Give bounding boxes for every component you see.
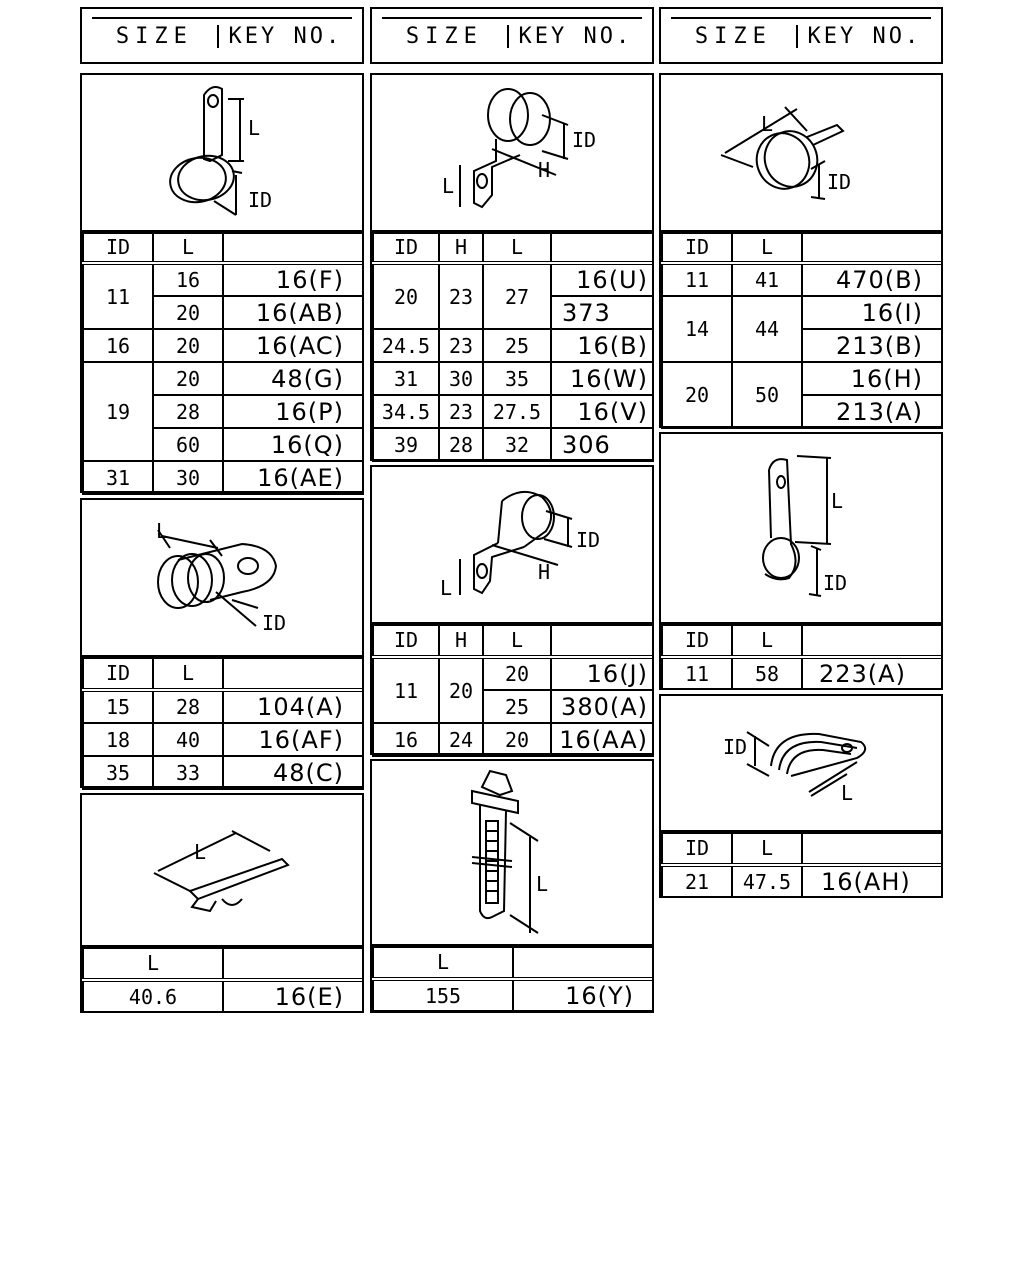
table-7 <box>661 230 943 429</box>
key-no-cell: 470(B) <box>802 263 942 296</box>
col-id: ID <box>83 231 153 263</box>
table-cell: 40 <box>153 723 223 756</box>
table-9 <box>661 830 943 898</box>
col-id: ID <box>373 231 439 263</box>
table-cell: 32 <box>483 428 551 461</box>
table-cell: 50 <box>732 362 802 428</box>
dim-id-label: ID <box>576 528 601 552</box>
key-no-cell: 373 <box>551 296 653 329</box>
table-cell: 16 <box>373 723 439 756</box>
clamp-panel-1 <box>80 73 364 493</box>
key-no-cell: 104(A) <box>223 690 363 723</box>
key-no-cell: 16(H) <box>802 362 942 395</box>
key-no-cell: 16(AB) <box>223 296 363 329</box>
offset-clamp-illustration <box>372 75 652 232</box>
table-cell: 16 <box>153 263 223 296</box>
key-no-cell: 380(A) <box>551 690 653 723</box>
table-cell: 20 <box>153 296 223 329</box>
key-no-cell: 16(W) <box>551 362 653 395</box>
clamp-illustration <box>82 75 362 232</box>
table-4 <box>372 230 654 462</box>
dim-l-label: L <box>831 489 844 513</box>
table-cell: 11 <box>662 657 732 689</box>
key-no-cell: 16(AC) <box>223 329 363 362</box>
key-no-cell: 48(C) <box>223 756 363 789</box>
table-cell: 15 <box>83 690 153 723</box>
table-cell: 23 <box>439 263 483 329</box>
table-cell: 28 <box>439 428 483 461</box>
table-cell: 18 <box>83 723 153 756</box>
col-l: L <box>732 831 802 865</box>
key-no-cell: 16(V) <box>551 395 653 428</box>
dim-id-label: ID <box>827 170 852 194</box>
table-cell: 20 <box>662 362 732 428</box>
col-l: L <box>83 946 223 980</box>
header-col3 <box>659 7 943 64</box>
key-no-cell: 16(Y) <box>513 979 653 1011</box>
dim-id-label: ID <box>262 611 287 635</box>
table-cell: 24 <box>439 723 483 756</box>
table-cell: 31 <box>83 461 153 494</box>
tie-panel-6 <box>370 759 654 1013</box>
clamp-figure-8 <box>661 434 941 626</box>
table-cell: 39 <box>373 428 439 461</box>
table-cell: 20 <box>373 263 439 329</box>
col-l: L <box>373 945 513 979</box>
dim-l-label: L <box>440 576 453 600</box>
dim-l-label: L <box>761 112 774 136</box>
clip-panel-3 <box>80 793 364 1013</box>
clamp-figure-1 <box>82 75 362 234</box>
table-cell: 25 <box>483 329 551 362</box>
table-cell: 44 <box>732 296 802 362</box>
table-cell: 20 <box>483 657 551 690</box>
clamp-panel-7 <box>659 73 943 428</box>
table-cell: 47.5 <box>732 865 802 897</box>
clamp-figure-4 <box>372 75 652 234</box>
col-l: L <box>153 231 223 263</box>
dim-l-label: L <box>156 519 169 543</box>
table-cell: 40.6 <box>83 980 223 1012</box>
dim-h-label: H <box>538 560 551 584</box>
col-id: ID <box>662 831 732 865</box>
dim-id-label: ID <box>572 128 597 152</box>
table-cell: 27 <box>483 263 551 329</box>
clamp-figure-2 <box>82 500 362 659</box>
p-clamp-illustration <box>661 434 941 624</box>
table-cell: 41 <box>732 263 802 296</box>
clamp-panel-8 <box>659 432 943 690</box>
dim-l-label: L <box>248 116 261 140</box>
key-no-cell: 223(A) <box>802 657 942 689</box>
header-col1 <box>80 7 364 64</box>
band-clamp-illustration <box>661 75 941 232</box>
dim-id-label: ID <box>248 188 273 212</box>
col-h: H <box>439 231 483 263</box>
col-l: L <box>732 231 802 263</box>
col-l: L <box>483 623 551 657</box>
dim-id-label: ID <box>823 571 848 595</box>
cable-tie-illustration <box>372 761 652 946</box>
table-cell: 34.5 <box>373 395 439 428</box>
table-6 <box>372 944 654 1012</box>
table-cell: 20 <box>153 329 223 362</box>
key-no-cell: 16(AF) <box>223 723 363 756</box>
table-cell: 20 <box>153 362 223 395</box>
table-cell: 28 <box>153 690 223 723</box>
table-cell: 20 <box>483 723 551 756</box>
size-label: SIZE <box>671 25 798 48</box>
flat-clip-illustration <box>82 795 362 947</box>
dim-l-label: L <box>841 781 854 805</box>
col-l: L <box>483 231 551 263</box>
key-no-cell: 16(AH) <box>802 865 942 897</box>
col-id: ID <box>373 623 439 657</box>
table-8 <box>661 622 943 690</box>
table-5 <box>372 622 654 757</box>
table-cell: 60 <box>153 428 223 461</box>
key-no-cell: 16(B) <box>551 329 653 362</box>
key-no-label: KEY NO. <box>807 24 922 49</box>
col-id: ID <box>662 623 732 657</box>
table-cell: 11 <box>83 263 153 329</box>
table-cell: 16 <box>83 329 153 362</box>
table-cell: 155 <box>373 979 513 1011</box>
table-cell: 23 <box>439 329 483 362</box>
size-label: SIZE <box>92 25 219 48</box>
key-no-cell: 16(AE) <box>223 461 363 494</box>
clamp-panel-5 <box>370 465 654 755</box>
dim-l-label: L <box>194 840 207 864</box>
table-1 <box>82 230 364 495</box>
table-cell: 21 <box>662 865 732 897</box>
clamp-figure-5 <box>372 467 652 626</box>
table-cell: 27.5 <box>483 395 551 428</box>
key-no-cell: 16(AA) <box>551 723 653 756</box>
clamp-panel-4 <box>370 73 654 461</box>
key-no-label: KEY NO. <box>228 24 343 49</box>
table-cell: 23 <box>439 395 483 428</box>
table-cell: 19 <box>83 362 153 461</box>
key-no-cell: 16(J) <box>551 657 653 690</box>
key-no-cell: 48(G) <box>223 362 363 395</box>
table-cell: 20 <box>439 657 483 723</box>
col-id: ID <box>662 231 732 263</box>
key-no-cell: 16(Q) <box>223 428 363 461</box>
col-l: L <box>153 656 223 690</box>
clip-figure-9 <box>661 696 941 834</box>
table-cell: 11 <box>373 657 439 723</box>
col-l: L <box>732 623 802 657</box>
table-cell: 14 <box>662 296 732 362</box>
table-cell: 28 <box>153 395 223 428</box>
key-no-cell: 16(P) <box>223 395 363 428</box>
key-no-label: KEY NO. <box>518 24 633 49</box>
table-cell: 11 <box>662 263 732 296</box>
double-clip-illustration <box>661 696 941 832</box>
dim-id-label: ID <box>723 735 748 759</box>
key-no-cell: 16(U) <box>551 263 653 296</box>
table-cell: 24.5 <box>373 329 439 362</box>
header-col2 <box>370 7 654 64</box>
size-label: SIZE <box>382 25 509 48</box>
step-clamp-illustration <box>372 467 652 624</box>
key-no-cell: 213(B) <box>802 329 942 362</box>
table-2 <box>82 655 364 790</box>
tie-figure-6 <box>372 761 652 948</box>
table-cell: 35 <box>83 756 153 789</box>
table-cell: 58 <box>732 657 802 689</box>
cushion-clamp-illustration <box>82 500 362 657</box>
key-no-cell: 16(E) <box>223 980 363 1012</box>
table-cell: 31 <box>373 362 439 395</box>
clip-figure-3 <box>82 795 362 949</box>
col-id: ID <box>83 656 153 690</box>
key-no-cell: 213(A) <box>802 395 942 428</box>
col-h: H <box>439 623 483 657</box>
table-cell: 30 <box>153 461 223 494</box>
dim-l-label: L <box>536 872 549 896</box>
table-3 <box>82 945 364 1013</box>
dim-l-label: L <box>442 174 455 198</box>
table-cell: 25 <box>483 690 551 723</box>
table-cell: 33 <box>153 756 223 789</box>
table-cell: 30 <box>439 362 483 395</box>
key-no-cell: 306 <box>551 428 653 461</box>
clip-panel-9 <box>659 694 943 898</box>
key-no-cell: 16(I) <box>802 296 942 329</box>
table-cell: 35 <box>483 362 551 395</box>
key-no-cell: 16(F) <box>223 263 363 296</box>
dim-h-label: H <box>538 158 551 182</box>
clamp-panel-2 <box>80 498 364 788</box>
clamp-figure-7 <box>661 75 941 234</box>
